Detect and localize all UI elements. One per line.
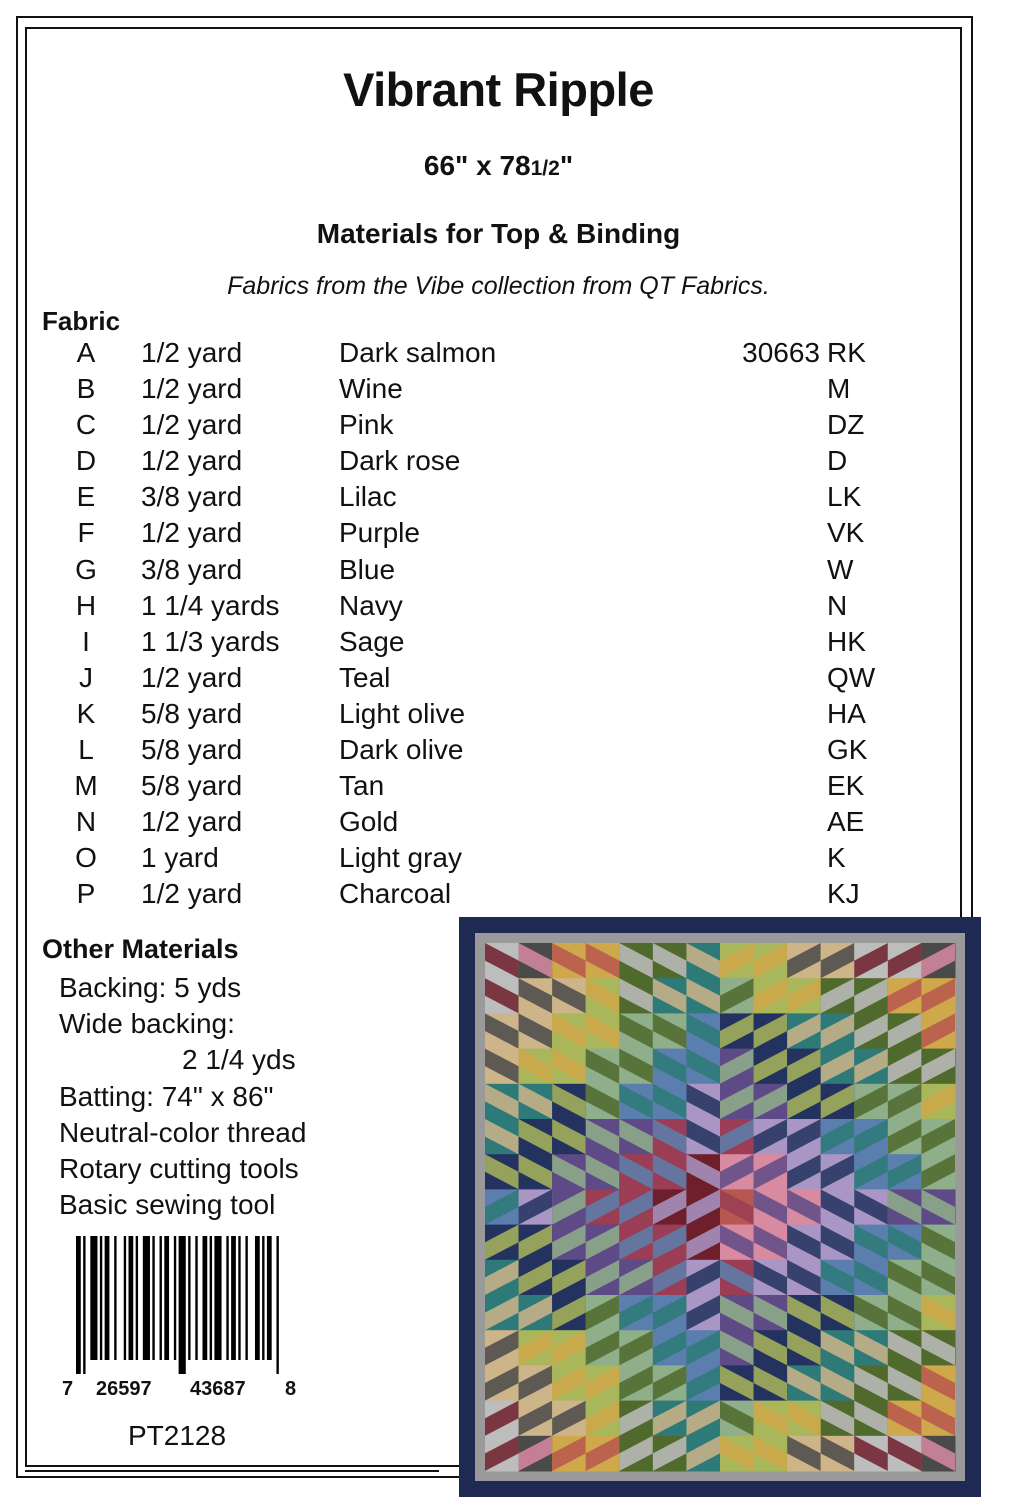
fabric-amount: 1 yard <box>141 842 219 874</box>
barcode-bar <box>238 1236 240 1360</box>
other-materials-list <box>59 970 306 1223</box>
frame-bottom-line <box>25 1470 439 1472</box>
barcode-bar <box>143 1236 150 1360</box>
fabric-name: Sage <box>339 625 405 657</box>
fabric-row <box>0 373 960 409</box>
fabric-amount: 1/2 yard <box>141 337 243 368</box>
barcode-bar <box>245 1236 247 1360</box>
fabric-code: M <box>827 373 851 405</box>
fabric-code: HA <box>827 697 866 729</box>
fabric-row <box>0 734 960 770</box>
backing-item: Backing: 5 yds <box>59 972 242 1003</box>
fabric-list <box>0 337 960 915</box>
fabric-amount: 1/2 yard <box>141 806 243 838</box>
fabric-row <box>0 481 960 517</box>
collection-note: Fabrics from the Vibe collection from QT Fabrics. <box>227 272 770 300</box>
fabric-row <box>0 770 960 806</box>
barcode-bar <box>100 1236 102 1360</box>
pattern-code: PT2128 <box>128 1420 227 1451</box>
fabric-letter: C <box>75 409 97 441</box>
fabric-code: K <box>827 842 846 874</box>
fabric-code: VK <box>827 517 865 549</box>
fabric-letter: N <box>75 806 97 838</box>
fabric-name: Teal <box>339 661 391 693</box>
barcode-bar <box>152 1236 154 1360</box>
fabric-row <box>0 590 960 626</box>
fabric-code: RK <box>827 337 866 368</box>
fabric-number: 30663 <box>742 337 820 368</box>
fabric-row <box>0 698 960 734</box>
barcode-bar <box>136 1236 138 1360</box>
fabric-code: EK <box>827 770 865 802</box>
fabric-amount: 1/2 yard <box>141 445 243 477</box>
barcode-bar <box>267 1236 272 1360</box>
fabric-letter: O <box>75 842 97 874</box>
thread-item: Neutral-color thread <box>59 1116 307 1148</box>
barcode-digit-1: 7 <box>62 1378 74 1400</box>
barcode-bar <box>210 1236 212 1360</box>
fabric-amount: 3/8 yard <box>141 553 243 585</box>
fabric-name: Light olive <box>339 697 466 729</box>
barcode-bar <box>179 1236 186 1374</box>
fabric-amount: 5/8 yard <box>141 734 243 766</box>
size-main: 66" x 78 <box>423 150 531 181</box>
sewing-item: Basic sewing tool <box>59 1189 276 1221</box>
fabric-letter: A <box>76 337 96 368</box>
barcode-bar <box>174 1236 176 1360</box>
fabric-row <box>0 554 960 590</box>
barcode-digit-2: 26597 <box>96 1378 152 1400</box>
barcode-bar <box>255 1236 260 1360</box>
size-close: " <box>559 150 574 181</box>
fabric-letter: E <box>76 481 96 513</box>
fabric-name: Navy <box>339 589 403 621</box>
fabric-row <box>0 409 960 445</box>
materials-heading: Materials for Top & Binding <box>316 218 681 249</box>
fabric-amount: 3/8 yard <box>141 481 243 513</box>
fabric-row <box>0 662 960 698</box>
fabric-letter: H <box>75 589 97 621</box>
barcode-bar <box>214 1236 221 1360</box>
fabric-name: Purple <box>339 517 420 549</box>
fabric-name: Dark salmon <box>339 337 497 368</box>
fabric-amount: 1/2 yard <box>141 878 243 910</box>
barcode-bar <box>231 1236 236 1360</box>
fabric-amount: 1/2 yard <box>141 661 243 693</box>
fabric-name: Charcoal <box>339 878 452 910</box>
barcode-bar <box>276 1236 278 1374</box>
fabric-name: Blue <box>339 553 396 585</box>
size-fraction: 1/2 <box>530 157 560 180</box>
fabric-code: KJ <box>827 878 860 910</box>
barcode-bar <box>262 1236 264 1360</box>
fabric-amount: 1 1/3 yards <box>141 625 280 657</box>
fabric-code: N <box>827 589 848 621</box>
fabric-letter: F <box>77 517 95 549</box>
fabric-amount: 1/2 yard <box>141 517 243 549</box>
fabric-code: HK <box>827 625 866 657</box>
fabric-row <box>0 445 960 481</box>
rotary-item: Rotary cutting tools <box>59 1153 299 1185</box>
fabric-letter: G <box>75 553 97 585</box>
fabric-amount: 1/2 yard <box>141 409 243 441</box>
fabric-name: Gold <box>339 806 399 838</box>
fabric-row <box>0 806 960 842</box>
fabric-row <box>0 842 960 878</box>
fabric-heading: Fabric <box>42 306 121 336</box>
other-materials-heading: Other Materials <box>42 934 239 964</box>
fabric-letter: K <box>76 697 96 729</box>
fabric-code: D <box>827 445 848 477</box>
wide-backing-amount: 2 1/4 yds <box>182 1044 296 1076</box>
barcode-bar <box>195 1236 197 1360</box>
fabric-amount: 1/2 yard <box>141 373 243 405</box>
fabric-amount: 1 1/4 yards <box>141 589 280 621</box>
barcode-digit-4: 8 <box>285 1378 297 1400</box>
fabric-name: Dark rose <box>339 445 461 477</box>
fabric-letter: I <box>82 625 90 657</box>
fabric-letter: D <box>75 445 97 477</box>
fabric-name: Light gray <box>339 842 462 874</box>
fabric-code: AE <box>827 806 865 838</box>
fabric-code: GK <box>827 734 868 766</box>
barcode-digit-3: 43687 <box>190 1378 246 1400</box>
wide-backing-item: Wide backing: <box>59 1008 235 1040</box>
barcode-bar <box>226 1236 228 1360</box>
fabric-row <box>0 878 960 914</box>
quilt-image <box>459 917 981 1497</box>
fabric-amount: 5/8 yard <box>141 697 243 729</box>
fabric-letter: B <box>76 373 96 405</box>
pattern-title: Vibrant Ripple <box>343 63 654 116</box>
quilt-size <box>0 150 997 182</box>
fabric-name: Lilac <box>339 481 397 513</box>
fabric-letter: M <box>74 770 98 802</box>
fabric-name: Pink <box>339 409 394 441</box>
fabric-code: LK <box>827 481 862 513</box>
barcode-bar <box>90 1236 97 1360</box>
barcode-bar <box>202 1236 207 1360</box>
fabric-letter: J <box>79 661 93 693</box>
barcode-bar <box>105 1236 110 1360</box>
fabric-name: Dark olive <box>339 734 464 766</box>
fabric-row <box>0 337 960 373</box>
barcode-bar <box>164 1236 169 1360</box>
fabric-letter: L <box>78 734 94 766</box>
batting-item: Batting: 74" x 86" <box>59 1080 274 1112</box>
fabric-code: W <box>827 553 854 585</box>
fabric-code: DZ <box>827 409 865 441</box>
barcode-bar <box>129 1236 134 1360</box>
barcode-bar <box>124 1236 126 1360</box>
fabric-row <box>0 626 960 662</box>
barcode-bar <box>188 1236 190 1360</box>
fabric-name: Wine <box>339 373 403 405</box>
fabric-row <box>0 517 960 553</box>
fabric-letter: P <box>76 878 96 910</box>
fabric-amount: 5/8 yard <box>141 770 243 802</box>
fabric-name: Tan <box>339 770 385 802</box>
barcode-bar <box>76 1236 81 1374</box>
barcode-bar <box>114 1236 116 1360</box>
barcode-icon <box>76 1236 286 1374</box>
barcode-bar <box>83 1236 85 1374</box>
barcode-bar <box>160 1236 162 1360</box>
fabric-code: QW <box>827 661 876 693</box>
